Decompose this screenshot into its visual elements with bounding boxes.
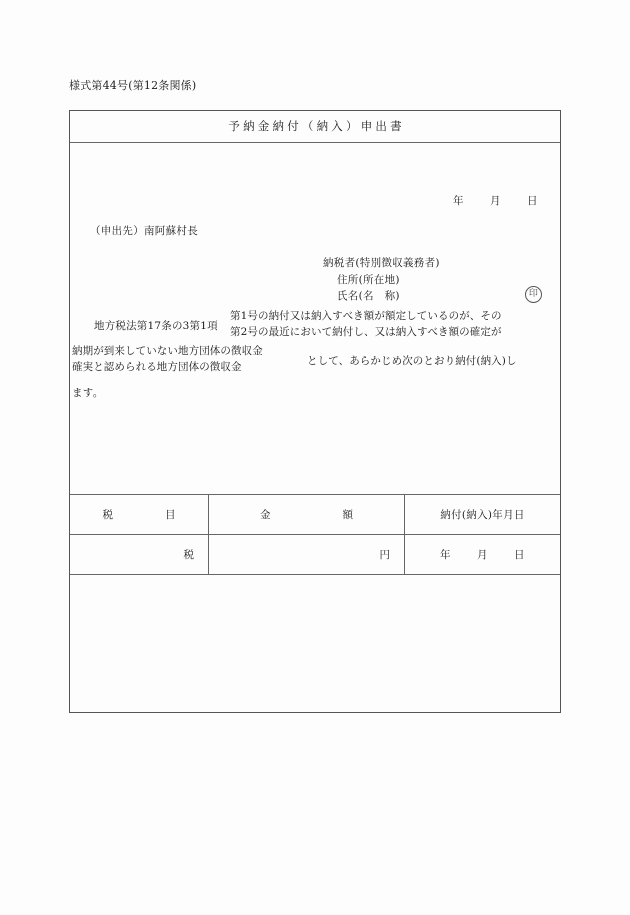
payer-name-label: 氏名(名 称) — [337, 290, 400, 302]
table-header-row — [70, 495, 560, 535]
date-day-label: 日 — [527, 195, 538, 207]
header-payment-date: 納付(納入)年月日 — [440, 509, 525, 521]
form-title-band — [70, 111, 560, 143]
header-tax-item-a: 税 — [102, 509, 113, 521]
header-tax-item — [70, 495, 209, 534]
header-tax-item-b: 目 — [165, 509, 176, 521]
clause-item-list — [230, 309, 502, 340]
clause-condition-1: 納期が到来していない地方団体の徴収金 — [72, 345, 263, 357]
form-title: 予納金納付（納入）申出書 — [228, 119, 405, 133]
clause-ending-text: ます。 — [72, 387, 104, 399]
addressee-line: （申出先）南阿蘇村長 — [90, 225, 198, 237]
cell-date-day-label: 日 — [514, 549, 525, 561]
form-outer-box — [69, 110, 561, 713]
clause-item-1: 第1号の納付又は納入すべき額が額定しているのが、その — [230, 310, 502, 322]
cell-tax-item-value[interactable]: 税 — [70, 535, 209, 574]
date-month-label: 月 — [490, 195, 501, 207]
clause-condition-2: 確実と認められる地方団体の徴収金 — [72, 360, 242, 373]
cell-date-month-label: 月 — [477, 549, 488, 561]
payer-role-label: 納税者(特別徴収義務者) — [323, 257, 440, 269]
clause-tail-text: として、あらかじめ次のとおり納付(納入)し — [307, 355, 517, 367]
law-reference-label: 地方税法第17条の3第1項 — [94, 320, 218, 332]
payer-information-block — [323, 255, 539, 305]
header-amount-a: 金 — [260, 509, 271, 521]
cell-date-year-label: 年 — [440, 549, 451, 561]
payment-table — [70, 494, 560, 575]
clause-row-lower — [70, 343, 560, 379]
seal-stamp-icon: 印 — [525, 286, 542, 303]
clause-condition-list — [72, 344, 263, 375]
clause-row-upper — [70, 309, 560, 343]
submission-date-line — [453, 193, 538, 208]
form-body-area — [70, 143, 560, 561]
clause-item-2: 第2号の最近において納付し、又は納入すべき額の確定が — [230, 325, 502, 338]
payer-name-row — [323, 288, 539, 305]
cell-payment-date-value[interactable] — [405, 535, 560, 574]
form-number-label: 様式第44号(第12条関係) — [69, 79, 197, 92]
cell-amount-value[interactable]: 円 — [209, 535, 405, 574]
table-row — [70, 535, 560, 575]
header-amount-b: 額 — [342, 509, 353, 521]
header-amount — [209, 495, 405, 534]
payer-address-label: 住所(所在地) — [337, 273, 400, 286]
legal-clause-section — [70, 309, 560, 399]
date-year-label: 年 — [453, 195, 464, 207]
